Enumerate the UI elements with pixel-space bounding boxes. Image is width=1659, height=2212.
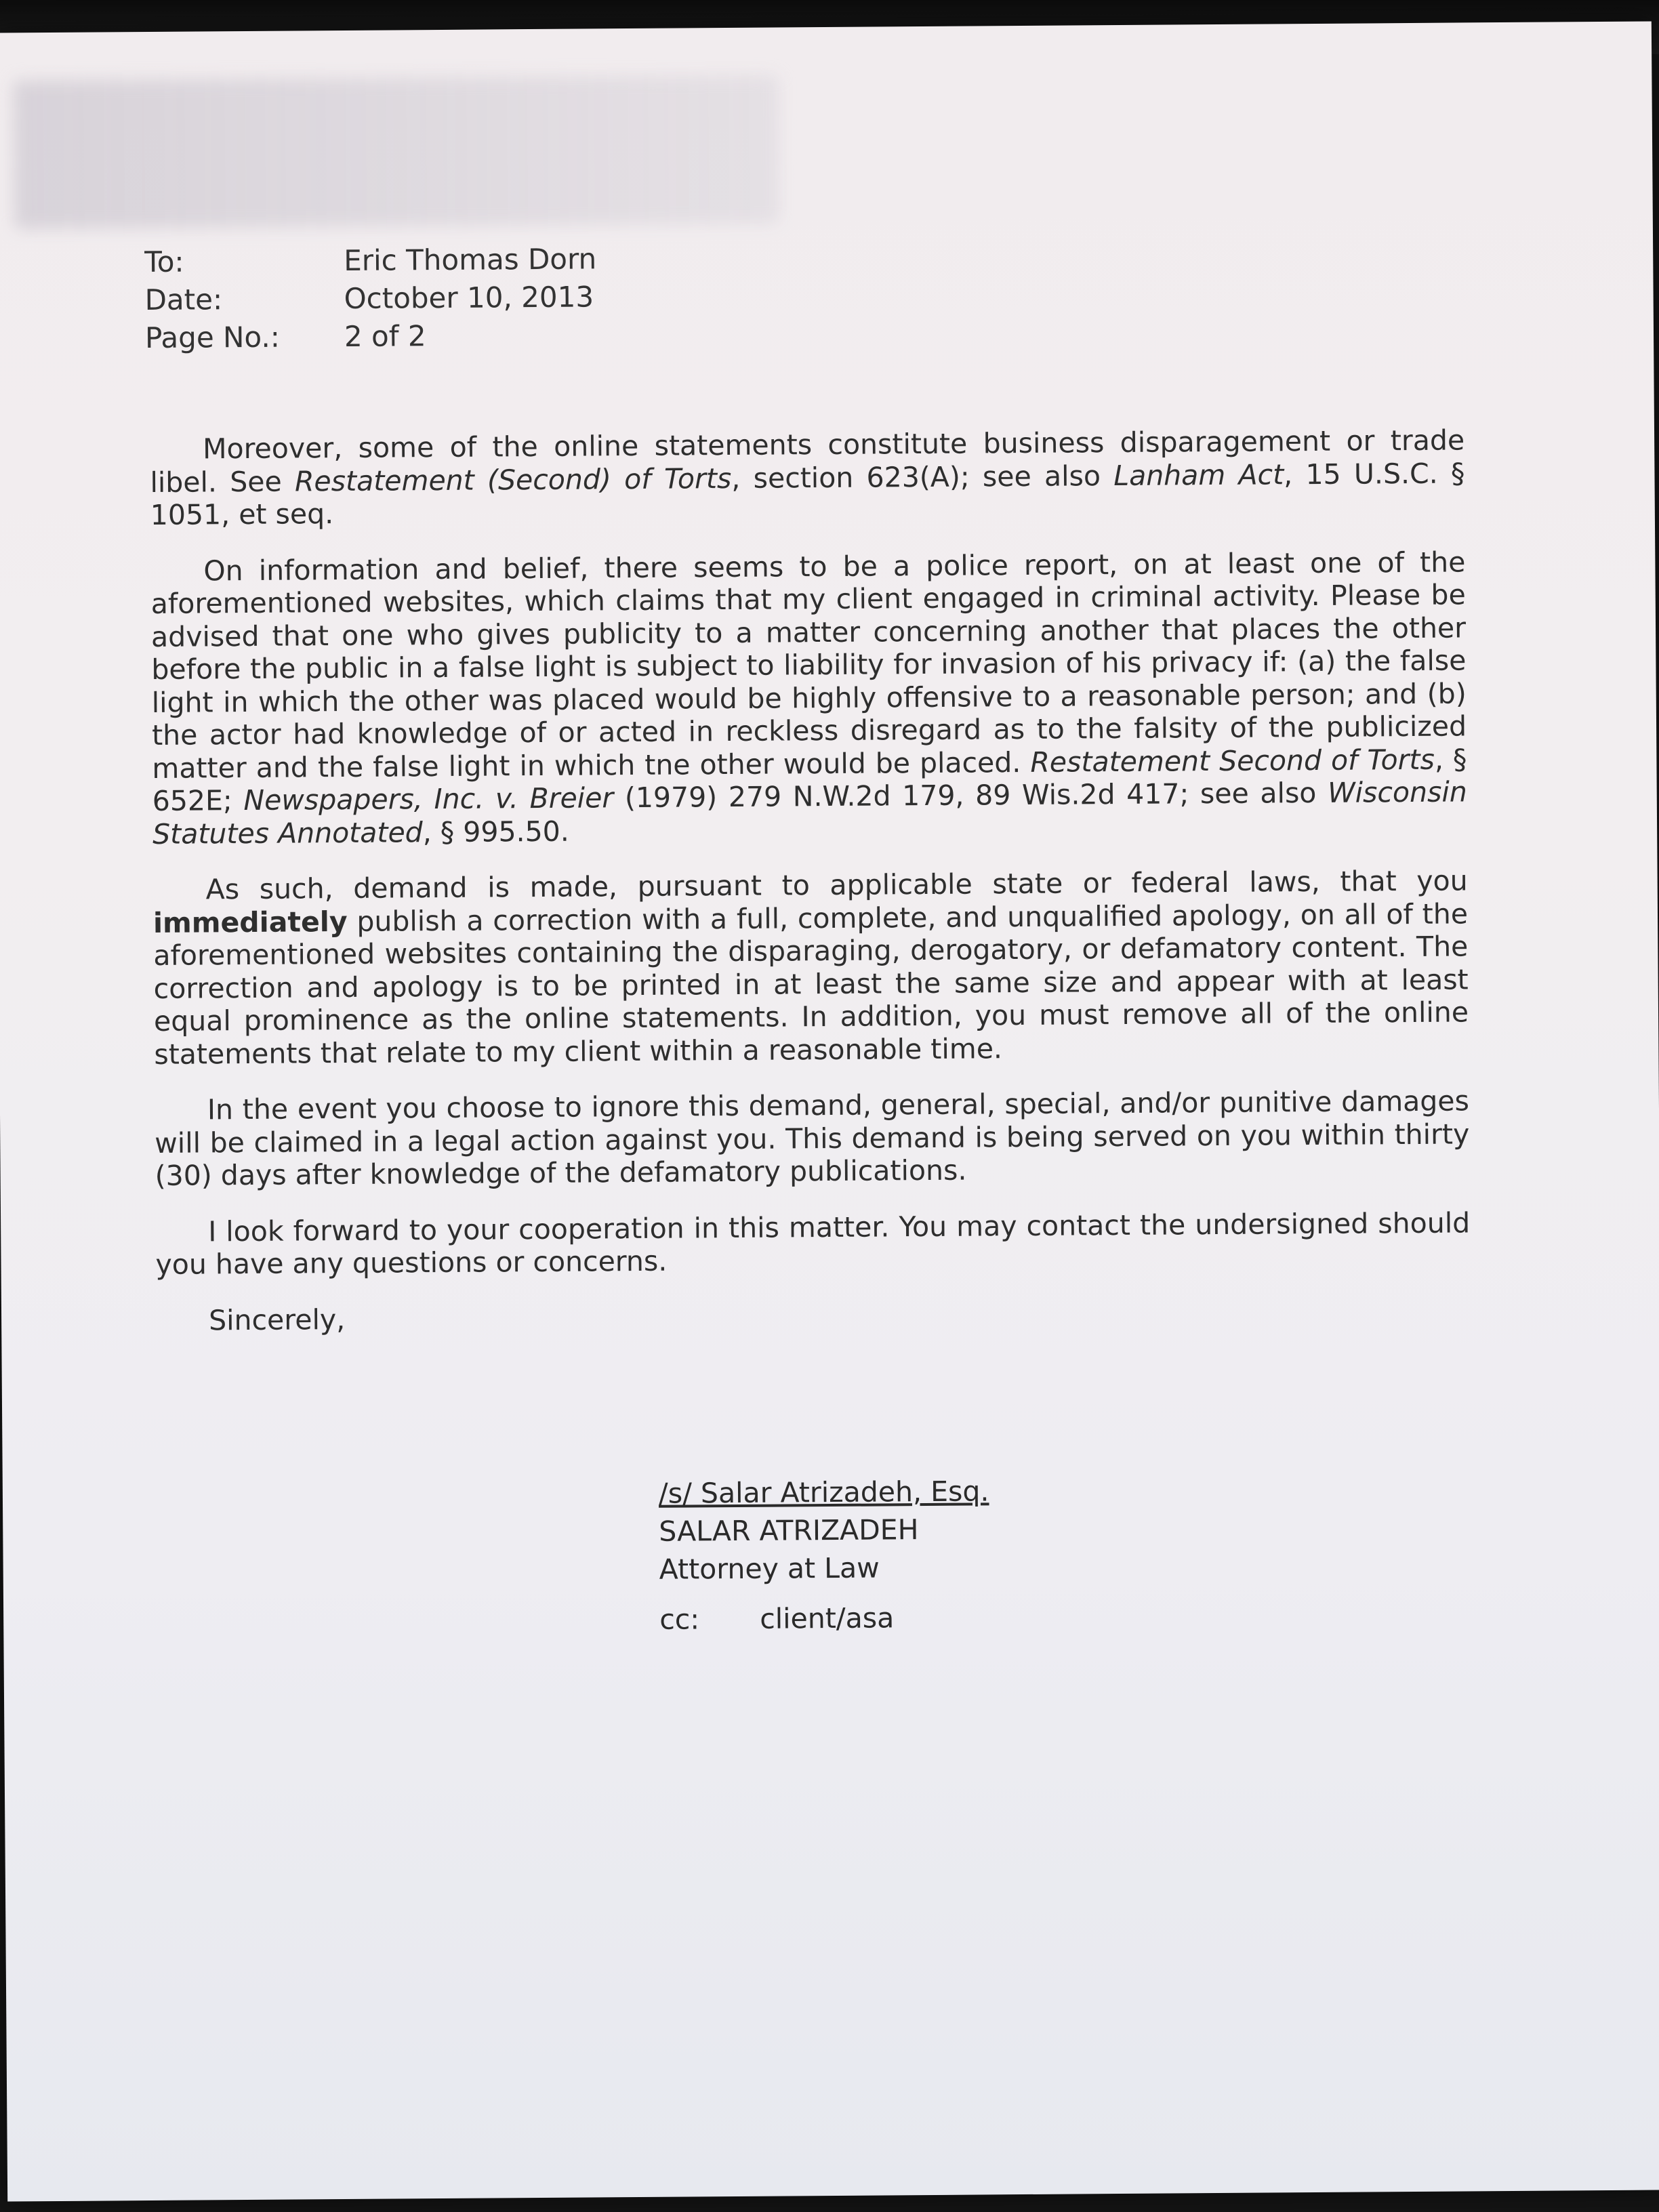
letter-header [144, 240, 597, 357]
letter-page [0, 21, 1659, 2201]
to-value: Eric Thomas Dorn [344, 242, 597, 277]
cc-label: cc: [659, 1603, 700, 1636]
cc-value: client/asa [760, 1601, 895, 1635]
closing-salutation: Sincerely, [208, 1303, 346, 1336]
cc-row [659, 1598, 990, 1638]
to-row [144, 240, 596, 281]
page-number-row [145, 316, 597, 357]
signer-title: Attorney at Law [659, 1551, 880, 1586]
p2-text-c: , § 652E; [152, 742, 1467, 817]
date-label: Date: [144, 283, 223, 317]
page-number-value: 2 of 2 [344, 319, 426, 353]
faded-letterhead [13, 75, 780, 229]
p3-text-a: As such, demand is made, pursuant to applicable state or federal laws, that you [205, 864, 1468, 906]
p3-emphasis-immediately: immediately [152, 905, 348, 939]
p3-text-c: publish a correction with a full, complete, and unqualified apology, on all of the aforementioned websites containing the disparaging, derogatory, or defamatory content. The correction and apology is to be printed in at least the same size and appear with at least equal prominence as the online statements. In addition, you must remove all of the online statements that relate to my client within a reasonable time. [153, 897, 1469, 1071]
p2-text-e: (1979) 279 N.W.2d 179, 89 Wis.2d 417; see also [613, 776, 1328, 815]
paragraph-false-light [150, 546, 1467, 851]
signature-line: /s/ Salar Atrizadeh, Esq. [658, 1475, 989, 1510]
p2-text-a: On information and belief, there seems to be a police report, on at least one of the aforementioned websites, which claims that my client engaged in criminal activity. Please be advised that one who gives publicity to a matter concerning another that places the other before the public in a false light is subject to liability for invasion of his privacy if: (a) the false light in which the other was placed would be highly offensive to a reasonable person; and (b) the actor had knowledge of or acted in reckless disregard as to the falsity of the publicized matter and the false light in which tne other would be placed. [150, 545, 1467, 785]
p1-citation-lanham: Lanham Act [1113, 457, 1284, 492]
p2-citation-wisconsin: Wisconsin Statutes Annotated [152, 775, 1467, 851]
p1-citation-restatement: Restatement (Second) of Torts [294, 462, 732, 497]
to-label: To: [144, 245, 184, 279]
date-value: October 10, 2013 [344, 280, 594, 315]
paragraph-trade-libel [150, 424, 1465, 531]
p2-citation-restatement: Restatement Second of Torts [1030, 743, 1435, 779]
p1-text-c: , section 623(A); see also [731, 459, 1114, 495]
p1-text-a: Moreover, some of the online statements constitute business disparagement or trade libel. See [150, 424, 1465, 499]
signer-name: SALAR ATRIZADEH [659, 1513, 919, 1548]
page-number-label: Page No.: [144, 320, 281, 355]
p1-text-e: , 15 U.S.C. § 1051, et seq. [150, 456, 1465, 531]
paragraph-damages: In the event you choose to ignore this demand, general, special, and/or punitive damages will be claimed in a legal action against you. This demand is being served on you within thirty (30) days after knowledge of the defamatory publications. [155, 1084, 1470, 1192]
paragraph-cooperation: I look forward to your cooperation in this matter. You may contact the undersigned should you have any questions or concerns. [155, 1206, 1471, 1281]
paragraph-demand [153, 864, 1469, 1071]
letter-body [150, 424, 1471, 1337]
date-row [144, 278, 596, 319]
p2-text-g: , § 995.50. [422, 815, 569, 848]
signature-block [659, 1472, 990, 1638]
p2-citation-newspapers: Newspapers, Inc. v. Breier [243, 781, 614, 817]
